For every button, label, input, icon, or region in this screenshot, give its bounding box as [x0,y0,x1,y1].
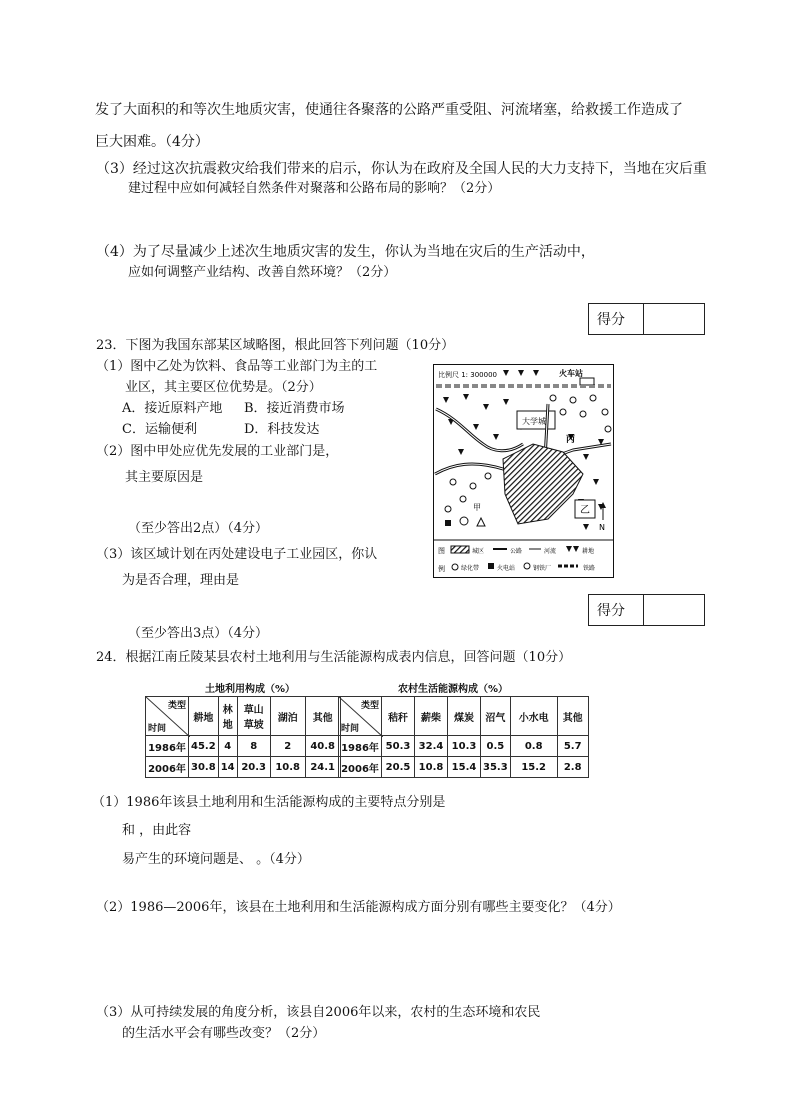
legend-farmland: 耕地 [582,548,595,555]
q23-part3-note: （至少答出3点）（4分） [128,626,269,641]
q24-title: 24．根据江南丘陵某县农村土地利用与生活能源构成表内信息，回答问题（10分） [96,650,572,665]
table1-cell: 40.8 [305,736,340,757]
intro-line-2: 巨大困难。（4分） [95,134,209,150]
q22-part3-line-2: 建过程中应如何减轻自然条件对聚落和公路布局的影响？（2分） [128,181,501,196]
legend-power-swatch [488,563,494,569]
q24-part3-line-1: （3）从可持续发展的角度分析，该县自2006年以来，农村的生态环境和农民 [96,1005,541,1020]
table1-year: 1986年 [146,736,189,757]
map-scale: 比例尺 1: 300000 [438,371,497,379]
score-box-2 [588,594,705,626]
table2-header: 沼气 [481,697,511,736]
q24-part2: （2）1986—2006年，该县在土地利用和生活能源构成方面分别有哪些主要变化？（4分） [96,900,621,915]
table1-header: 湖泊 [270,697,305,736]
map-label-bing: 丙 [566,435,576,445]
table1-cell: 24.1 [305,757,340,778]
table-row [339,736,589,757]
table2-header: 薪柴 [415,697,448,736]
table2-cell: 5.7 [557,736,588,757]
table1-corner [146,697,189,736]
table1-header: 耕地 [189,697,219,736]
table2-cell: 50.3 [382,736,415,757]
table1-corner-bottom: 时间 [148,724,167,734]
q23-part2-line-2: 其主要原因是 [125,470,204,485]
table2-cell: 20.5 [382,757,415,778]
table2-cell: 2.8 [557,757,588,778]
q23-part3-line-1: （3）该区域计划在丙处建设电子工业园区，你认 [96,547,378,562]
table1-cell: 14 [218,757,237,778]
q24-part1-line-2: 和 ，由此容 [122,823,192,838]
q24-part1-line-3: 易产生的环境问题是、 。（4分） [122,852,310,867]
q22-part3-line-1: （3）经过这次抗震救灾给我们带来的启示，你认为在政府及全国人民的大力支持下，当地在灾后重 [96,161,707,177]
q23-part2-note: （至少答出2点）（4分） [128,521,269,536]
table2-cell: 10.3 [448,736,481,757]
q23-part3-line-2: 为是否合理，理由是 [122,573,240,588]
map-north-label: N [599,523,605,532]
table-row [146,757,341,778]
table-row [146,736,341,757]
table2-year: 2006年 [339,757,382,778]
table1-header: 草山草坡 [237,697,270,736]
table1-year: 2006年 [146,757,189,778]
q23-option-a: A．接近原料产地 [122,401,223,416]
table2-corner-top: 类型 [360,701,379,711]
table2-cell: 32.4 [415,736,448,757]
table2-header: 煤炭 [448,697,481,736]
legend-word-2: 例 [438,565,445,573]
map-label-yi: 乙 [580,505,590,516]
university-label: 大学城 [522,417,546,426]
score-input-cell[interactable] [644,595,704,625]
table2-corner-bottom: 时间 [341,724,360,734]
q23-part1-line-1: （1）图中乙处为饮料、食品等工业部门为主的工 [96,359,378,374]
table2-cell: 15.2 [510,757,557,778]
map-label-jia: 甲 [473,503,481,512]
legend-word-1: 图 [438,547,445,555]
map-station-label: 火车站 [559,369,583,378]
energy-table [338,696,589,778]
power-plant-icon [445,520,451,526]
table1-cell: 8 [237,736,270,757]
table2-cell: 0.5 [481,736,511,757]
table1-title: 土地利用构成（%） [205,684,296,695]
table2-header: 秸秆 [382,697,415,736]
table1-cell: 10.8 [270,757,305,778]
table2-title: 农村生活能源构成（%） [398,684,509,695]
q23-option-d: D．科技发达 [244,422,320,437]
q23-option-b: B．接近消费市场 [244,401,345,416]
table1-header: 林地 [218,697,237,736]
table2-cell: 15.4 [448,757,481,778]
table1-cell: 30.8 [189,757,219,778]
q23-part2-line-1: （2）图中甲处应优先发展的工业部门是， [96,444,339,459]
legend-green: 绿化带 [461,565,480,572]
score-label: 得分 [589,304,644,334]
intro-line-1: 发了大面积的和等次生地质灾害，使通往各聚落的公路严重受阻、河流堵塞，给救援工作造成了 [95,102,683,118]
score-input-cell[interactable] [644,304,704,334]
q22-part4-line-1: （4）为了尽量减少上述次生地质灾害的发生，你认为当地在灾后的生产活动中， [96,244,595,260]
table1-corner-top: 类型 [167,701,186,711]
q23-title: 23．下图为我国东部某区域略图，根此回答下列问题（10分） [96,338,455,353]
legend-road: 公路 [510,548,523,555]
table1-cell: 2 [270,736,305,757]
table2-corner [339,697,382,736]
table2-cell: 35.3 [481,757,511,778]
q24-part1-line-1: （1）1986年该县土地利用和生活能源构成的主要特点分别是 [92,795,446,810]
legend-urban: 城区 [472,548,485,555]
region-map [433,364,614,578]
q23-option-c: C．运输便利 [122,422,197,437]
score-box-1 [588,303,705,335]
legend-river: 河流 [544,548,557,555]
table2-cell: 10.8 [415,757,448,778]
q22-part4-line-2: 应如何调整产业结构、改善自然环境？（2分） [128,265,397,280]
table1-cell: 20.3 [237,757,270,778]
legend-urban-swatch [451,546,469,553]
table2-year: 1986年 [339,736,382,757]
land-use-table [145,696,341,778]
q24-part3-line-2: 的生活水平会有哪些改变？（2分） [122,1026,326,1041]
q23-part1-line-2: 业区，其主要区位优势是。（2分） [125,380,322,395]
table1-header: 其他 [305,697,340,736]
legend-power: 火电站 [497,565,516,572]
table-row [339,757,589,778]
legend-steel: 钢铁厂 [533,565,552,572]
table1-cell: 4 [218,736,237,757]
table2-header: 其他 [557,697,588,736]
table2-cell: 0.8 [510,736,557,757]
table1-cell: 45.2 [189,736,219,757]
table2-header: 小水电 [510,697,557,736]
score-label: 得分 [589,595,644,625]
legend-rail: 铁路 [583,565,596,572]
station-icon [580,378,594,385]
